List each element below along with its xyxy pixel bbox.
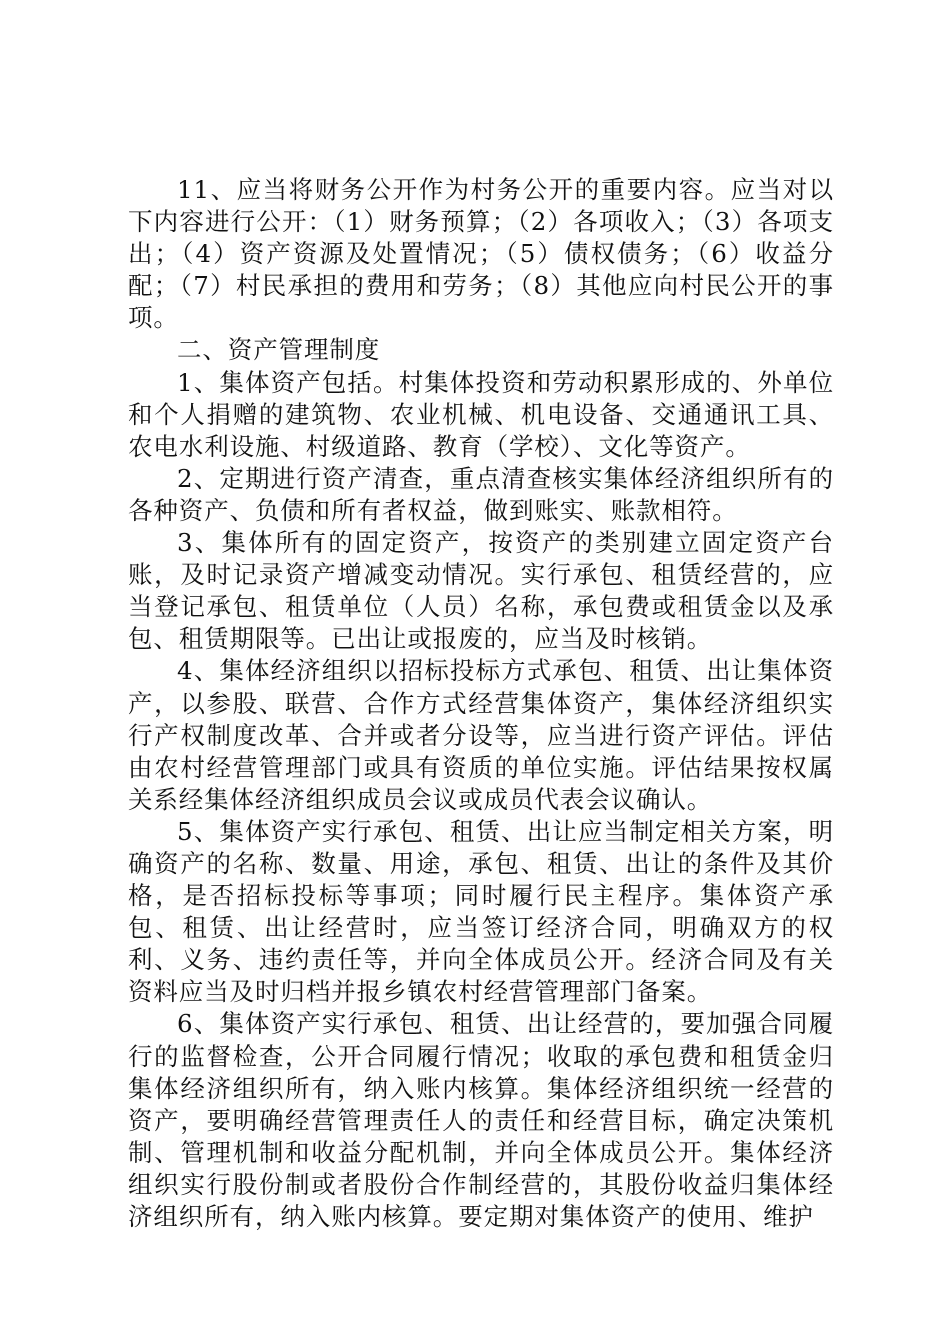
paragraph-fixed-asset-ledger: 3、集体所有的固定资产，按资产的类别建立固定资产台账，及时记录资产增减变动情况。实行承包、租赁经营的，应当登记承包、租赁单位（人员）名称，承包费或租赁金以及承包、租赁期限等。已出让或报废的，应当及时核销。 bbox=[128, 528, 834, 654]
paragraph-asset-scope: 1、集体资产包括。村集体投资和劳动积累形成的、外单位和个人捐赠的建筑物、农业机械、机电设备、交通通讯工具、农电水利设施、村级道路、教育（学校）、文化等资产。 bbox=[128, 367, 834, 461]
paragraph-asset-inventory: 2、定期进行资产清查，重点清查核实集体经济组织所有的各种资产、负债和所有者权益，做到账实、账款相符。 bbox=[128, 463, 834, 525]
document-body bbox=[128, 174, 834, 1233]
section-heading-asset-management: 二、资产管理制度 bbox=[177, 335, 381, 365]
paragraph-asset-evaluation: 4、集体经济组织以招标投标方式承包、租赁、出让集体资产，以参股、联营、合作方式经营集体资产，集体经济组织实行产权制度改革、合并或者分设等，应当进行资产评估。评估由农村经营管理部门或具有资质的单位实施。评估结果按权属关系经集体经济组织成员会议或成员代表会议确认。 bbox=[128, 656, 834, 814]
paragraph-contract-supervision: 6、集体资产实行承包、租赁、出让经营的，要加强合同履行的监督检查，公开合同履行情况；收取的承包费和租赁金归集体经济组织所有，纳入账内核算。集体经济组织统一经营的资产，要明确经营管理责任人的责任和经营目标，确定决策机制、管理机制和收益分配机制，并向全体成员公开。集体经济组织实行股份制或者股份合作制经营的，其股份收益归集体经济组织所有，纳入账内核算。要定期对集体资产的使用、维护 bbox=[128, 1009, 834, 1231]
paragraph-asset-contracts: 5、集体资产实行承包、租赁、出让应当制定相关方案，明确资产的名称、数量、用途，承包、租赁、出让的条件及其价格，是否招标投标等事项；同时履行民主程序。集体资产承包、租赁、出让经营时，应当签订经济合同，明确双方的权利、义务、违约责任等，并向全体成员公开。经济合同及有关资料应当及时归档并报乡镇农村经营管理部门备案。 bbox=[128, 816, 834, 1007]
paragraph-financial-disclosure: 11、应当将财务公开作为村务公开的重要内容。应当对以下内容进行公开：（1）财务预算；（2）各项收入；（3）各项支出；（4）资产资源及处置情况；（5）债权债务；（6）收益分配；（7）村民承担的费用和劳务；（8）其他应向村民公开的事项。 bbox=[128, 175, 834, 333]
